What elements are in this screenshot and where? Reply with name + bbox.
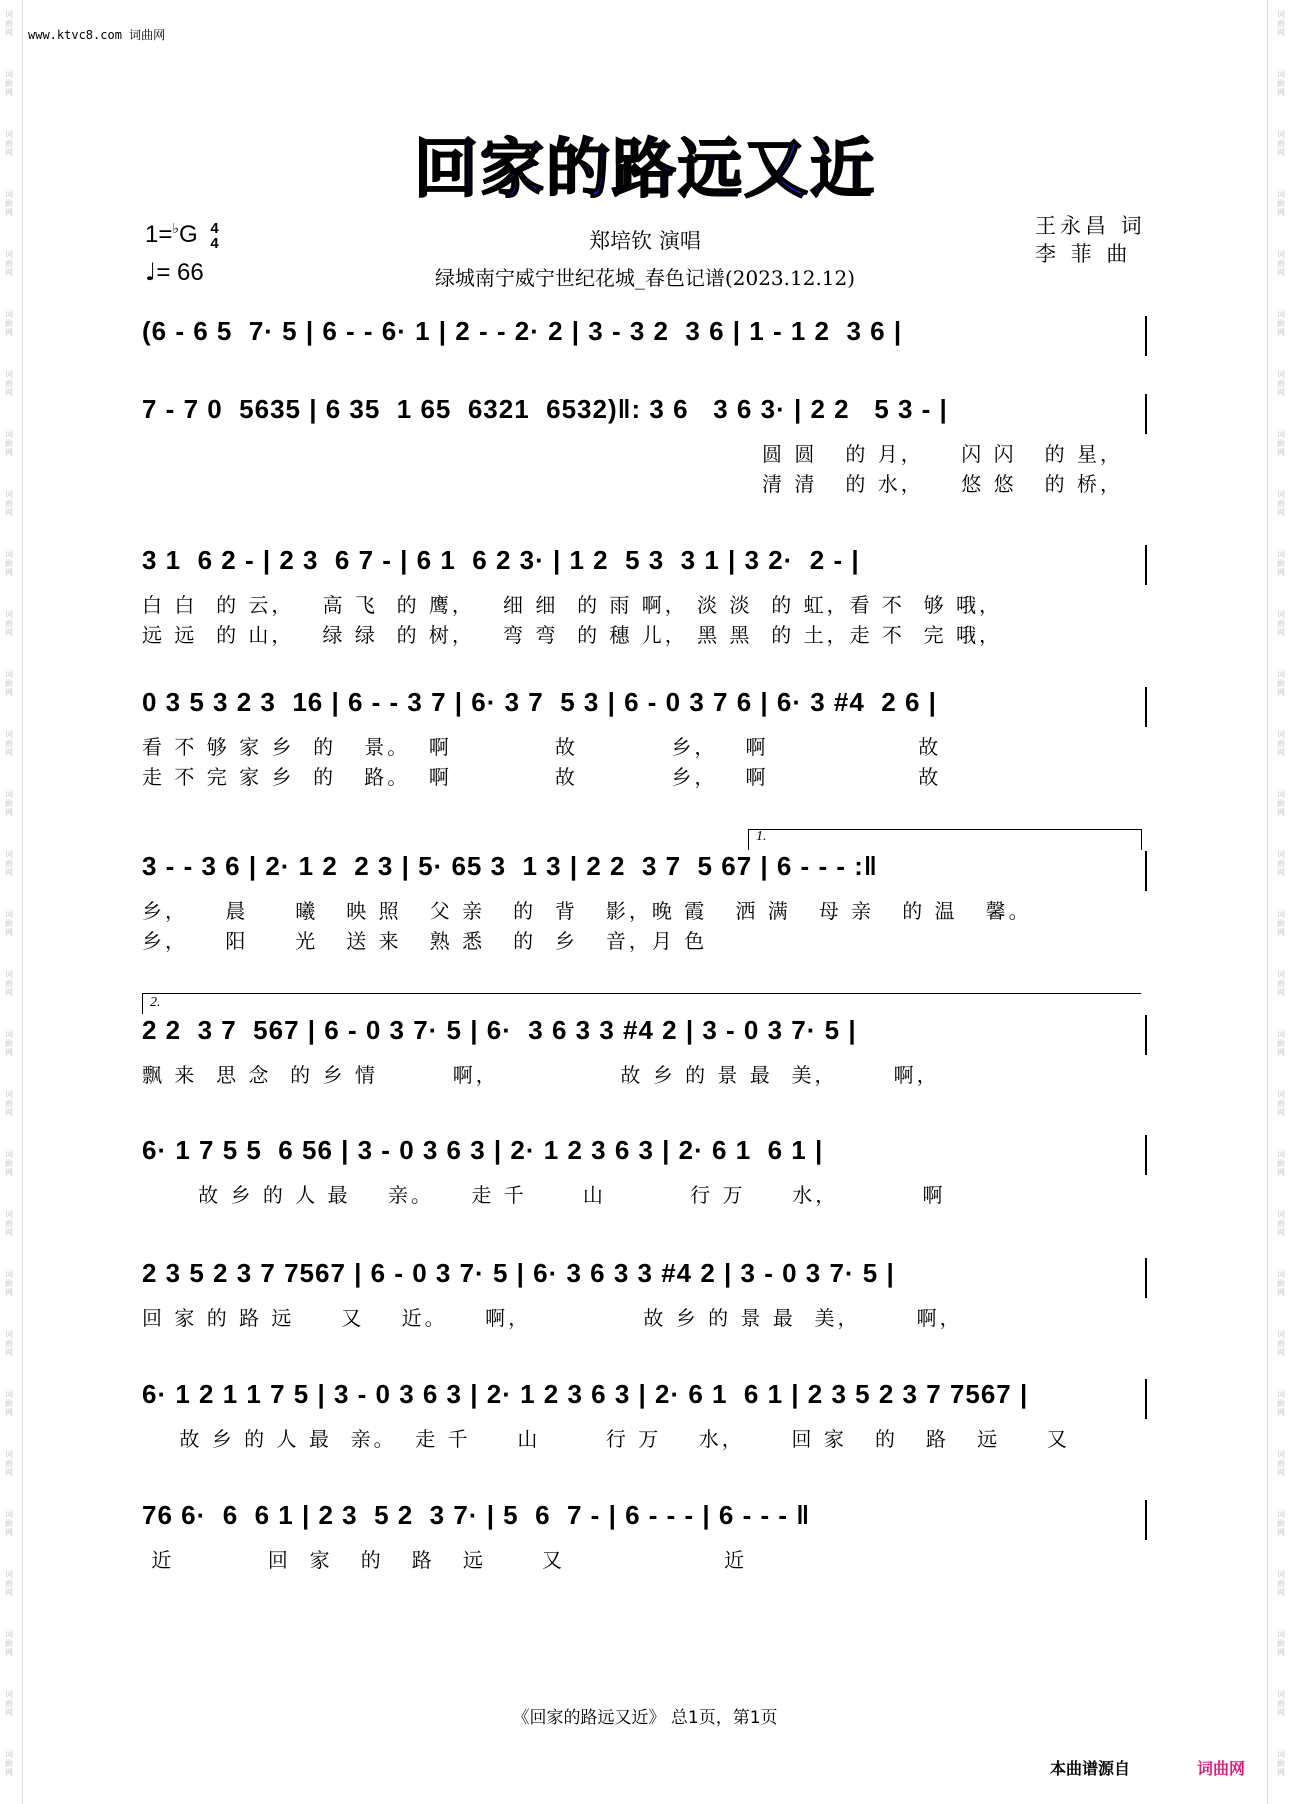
lyric-line: 走 不 完 家 乡 的 路。 啊 故 乡， 啊 故 <box>142 765 942 789</box>
song-title: 回家的路远又近 <box>414 133 876 207</box>
watermark-text: 词 曲 网 <box>1277 550 1285 577</box>
notation-line: 2 2 3 7 567 | 6 - 0 3 7· 5 | 6· 3 6 3 3 #4 2 | 3 - 0 3 7· 5 | <box>142 1015 857 1045</box>
watermark-text: 词 曲 网 <box>5 610 13 637</box>
watermark-text: 词 曲 网 <box>1277 730 1285 757</box>
watermark-text: 词 曲 网 <box>5 250 13 277</box>
watermark-text: 词 曲 网 <box>5 1510 13 1537</box>
watermark-text: 词 曲 网 <box>1277 910 1285 937</box>
watermark-text: 词 曲 网 <box>5 490 13 517</box>
volta-label: 2. <box>150 995 161 1010</box>
watermark-text: 词 曲 网 <box>1277 1330 1285 1357</box>
performer: 郑培钦 演唱 <box>589 229 701 253</box>
notation-credit: 绿城南宁威宁世纪花城_春色记谱(2023.12.12) <box>434 266 856 290</box>
key-note: G <box>178 221 198 248</box>
lyric-line: 圆 圆 的 月， 闪 闪 的 星， <box>762 442 1124 466</box>
watermark-text: 词 曲 网 <box>5 70 13 97</box>
tempo-value: = 66 <box>156 259 204 286</box>
volta-label: 1. <box>756 829 767 844</box>
watermark-text: 词 曲 网 <box>1277 1150 1285 1177</box>
watermark-text: 词 曲 网 <box>5 310 13 337</box>
time-signature-top: 4 <box>210 219 219 237</box>
lyric-line: 清 清 的 水， 悠 悠 的 桥， <box>762 472 1124 496</box>
notation-line: 0 3 5 3 2 3 16 | 6 - - 3 7 | 6· 3 7 5 3 | 6 - 0 3 7 6 | 6· 3 #4 2 6 | <box>142 687 937 717</box>
score-system <box>142 687 1148 791</box>
lyric-line: 乡， 晨 曦 映 照 父 亲 的 背 影，晚 霞 洒 满 母 亲 的 温 馨。 <box>142 899 1032 923</box>
watermark-text: 词 曲 网 <box>1277 1270 1285 1297</box>
watermark-text: 词 曲 网 <box>5 790 13 817</box>
source-label: 本曲谱源自 <box>1050 1759 1131 1778</box>
score-system <box>142 394 1148 498</box>
watermark-text: 词 曲 网 <box>1277 130 1285 157</box>
notation-line: 3 1 6 2 - | 2 3 6 7 - | 6 1 6 2 3· | 1 2 5 3 3 1 | 3 2· 2 - | <box>142 545 860 575</box>
time-signature-bottom: 4 <box>210 234 219 252</box>
watermark-text: 词 曲 网 <box>1277 970 1285 997</box>
notation-line: (6 - 6 5 7· 5 | 6 - - 6· 1 | 2 - - 2· 2 | 3 - 3 2 3 6 | 1 - 1 2 3 6 | <box>142 316 903 346</box>
notation-line: 3 - - 3 6 | 2· 1 2 2 3 | 5· 65 3 1 3 | 2 2 3 7 5 67 | 6 - - - :‖ <box>142 851 878 881</box>
quarter-note-icon: ♩ <box>145 258 157 286</box>
system-end-barline <box>1145 1258 1147 1298</box>
page-footer: 《回家的路远又近》 总1页，第1页 <box>512 1708 778 1728</box>
watermark-text: 词 曲 网 <box>1277 490 1285 517</box>
volta-bracket <box>748 829 1142 850</box>
watermark-text: 词 曲 网 <box>5 370 13 397</box>
lyric-line: 白 白 的 云， 高 飞 的 鹰， 细 细 的 雨 啊， 淡 淡 的 虹，看 不 够 哦， <box>142 593 1003 617</box>
watermark-text: 词 曲 网 <box>5 1450 13 1477</box>
watermark-text: 词 曲 网 <box>5 1030 13 1057</box>
volta-bracket <box>142 993 1141 1014</box>
watermark-text: 词 曲 网 <box>1277 430 1285 457</box>
watermark-text: 词 曲 网 <box>1277 1090 1285 1117</box>
system-end-barline <box>1145 1015 1147 1055</box>
notation-line: 2 3 5 2 3 7 7567 | 6 - 0 3 7· 5 | 6· 3 6 3 3 #4 2 | 3 - 0 3 7· 5 | <box>142 1258 895 1288</box>
watermark-text: 词 曲 网 <box>1277 850 1285 877</box>
watermark-text: 词 曲 网 <box>5 910 13 937</box>
lyric-line: 近 回 家 的 路 远 又 近 <box>142 1548 748 1572</box>
watermark-text: 词 曲 网 <box>5 1150 13 1177</box>
watermark-text: 词 曲 网 <box>5 190 13 217</box>
watermark-text: 词 曲 网 <box>5 1630 13 1657</box>
watermark-text: 词 曲 网 <box>1277 250 1285 277</box>
source-brand-link[interactable]: 词曲网 <box>1197 1759 1246 1778</box>
system-end-barline <box>1145 316 1147 356</box>
watermark-text: 词 曲 网 <box>1277 1210 1285 1237</box>
watermark-text: 词 曲 网 <box>1277 790 1285 817</box>
lyric-line: 看 不 够 家 乡 的 景。 啊 故 乡， 啊 故 <box>142 735 942 759</box>
watermark-text: 词 曲 网 <box>1277 1450 1285 1477</box>
watermark-text: 词 曲 网 <box>5 10 13 37</box>
notation-line: 76 6· 6 6 1 | 2 3 5 2 3 7· | 5 6 7 - | 6 - - - | 6 - - - ‖ <box>142 1500 811 1530</box>
system-end-barline <box>1145 394 1147 434</box>
notation-line: 7 - 7 0 5635 | 6 35 1 65 6321 6532)‖: 3 6 3 6 3· | 2 2 5 3 - | <box>142 394 948 424</box>
notation-line: 6· 1 2 1 1 7 5 | 3 - 0 3 6 3 | 2· 1 2 3 6 3 | 2· 6 1 6 1 | 2 3 5 2 3 7 7567 | <box>142 1379 1029 1409</box>
watermark-text: 词 曲 网 <box>5 1210 13 1237</box>
score-system <box>142 1135 1148 1209</box>
score-system <box>142 1258 1148 1332</box>
watermark-text: 词 曲 网 <box>5 1090 13 1117</box>
watermark-text: 词 曲 网 <box>5 1270 13 1297</box>
watermark-text: 词 曲 网 <box>5 1330 13 1357</box>
notation-line: 6· 1 7 5 5 6 56 | 3 - 0 3 6 3 | 2· 1 2 3 6 3 | 2· 6 1 6 1 | <box>142 1135 824 1165</box>
watermark-text: 词 曲 网 <box>5 550 13 577</box>
lyric-line: 乡， 阳 光 送 来 熟 悉 的 乡 音，月 色 <box>142 929 708 953</box>
watermark-text: 词 曲 网 <box>5 1390 13 1417</box>
watermark-text: 词 曲 网 <box>5 730 13 757</box>
score-system <box>142 829 1148 955</box>
flat-symbol: ♭ <box>172 220 179 236</box>
watermark-text: 词 曲 网 <box>5 670 13 697</box>
watermark-text: 词 曲 网 <box>1277 190 1285 217</box>
composer-credit: 李 菲 曲 <box>1035 242 1132 266</box>
watermark-text: 词 曲 网 <box>1277 10 1285 37</box>
watermark-text: 词 曲 网 <box>1277 1510 1285 1537</box>
watermark-text: 词 曲 网 <box>1277 1570 1285 1597</box>
watermark-text: 词 曲 网 <box>5 430 13 457</box>
watermark-text: 词 曲 网 <box>5 130 13 157</box>
watermark-text: 词 曲 网 <box>1277 1750 1285 1777</box>
watermark-text: 词 曲 网 <box>1277 370 1285 397</box>
lyric-line: 故 乡 的 人 最 亲。 走 千 山 行 万 水， 啊 <box>142 1183 946 1207</box>
watermark-text: 词 曲 网 <box>5 970 13 997</box>
system-end-barline <box>1145 687 1147 727</box>
watermark-text: 词 曲 网 <box>5 1570 13 1597</box>
system-end-barline <box>1145 1500 1147 1540</box>
key-prefix: 1= <box>145 221 173 248</box>
watermark-text: 词 曲 网 <box>5 850 13 877</box>
score-system <box>142 1379 1148 1453</box>
system-end-barline <box>1145 1135 1147 1175</box>
score-system <box>142 545 1148 649</box>
system-end-barline <box>1145 1379 1147 1419</box>
score-system <box>142 1500 1148 1574</box>
watermark-text: 词 曲 网 <box>1277 1030 1285 1057</box>
score-system <box>142 995 1148 1089</box>
system-end-barline <box>1145 851 1147 891</box>
score-system <box>142 316 1148 390</box>
watermark-text: 词 曲 网 <box>5 1690 13 1717</box>
watermark-text: 词 曲 网 <box>1277 1690 1285 1717</box>
lyric-line: 故 乡 的 人 最 亲。 走 千 山 行 万 水， 回 家 的 路 远 又 <box>142 1427 1070 1451</box>
watermark-text: 词 曲 网 <box>1277 610 1285 637</box>
watermark-text: 词 曲 网 <box>1277 310 1285 337</box>
watermark-text: 词 曲 网 <box>5 1750 13 1777</box>
lyric-line: 回 家 的 路 远 又 近。 啊， 故 乡 的 景 最 美， 啊， <box>142 1306 963 1330</box>
watermark-text: 词 曲 网 <box>1277 70 1285 97</box>
lyric-line: 远 远 的 山， 绿 绿 的 树， 弯 弯 的 穗 儿， 黑 黑 的 土，走 不 完 哦， <box>142 623 1003 647</box>
watermark-text: 词 曲 网 <box>1277 1630 1285 1657</box>
watermark-text: 词 曲 网 <box>1277 670 1285 697</box>
system-end-barline <box>1145 545 1147 585</box>
site-url[interactable]: www.ktvc8.com 词曲网 <box>28 28 166 42</box>
watermark-text: 词 曲 网 <box>1277 1390 1285 1417</box>
lyricist-credit: 王永昌 词 <box>1035 214 1146 238</box>
lyric-line: 飘 来 思 念 的 乡 情 啊， 故 乡 的 景 最 美， 啊， <box>142 1063 940 1087</box>
